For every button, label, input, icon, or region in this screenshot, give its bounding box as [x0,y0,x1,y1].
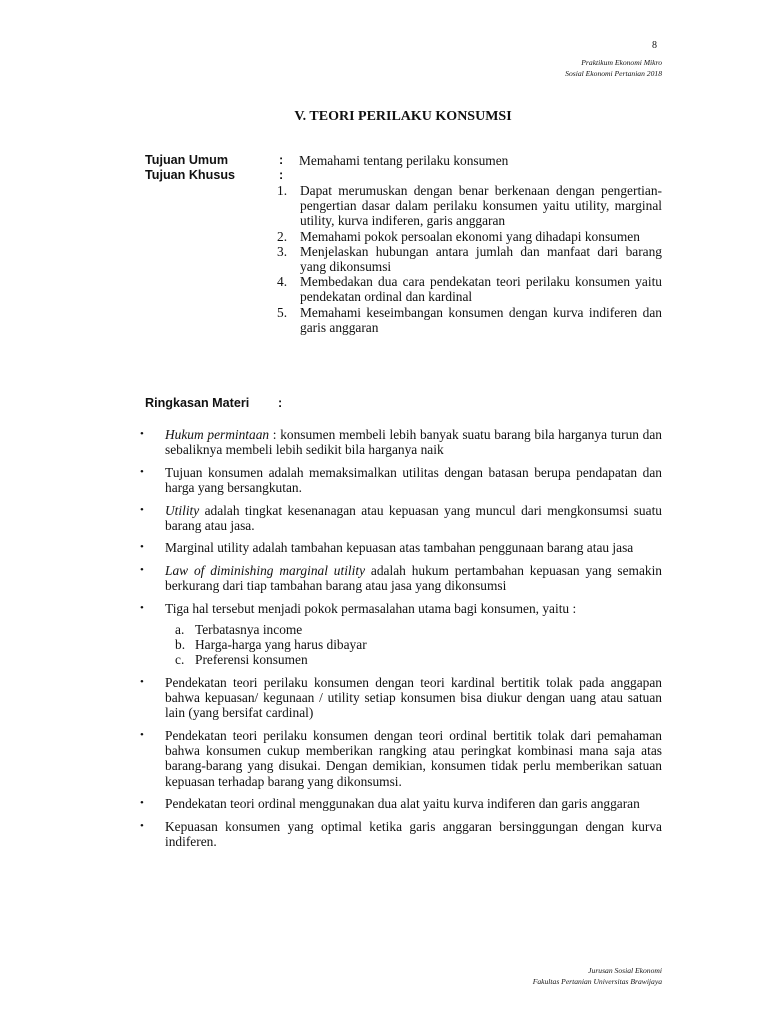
objective-text: Membedakan dua cara pendekatan teori perilaku konsumen yaitu pendekatan ordinal dan kardinal [300,274,662,305]
objective-item [277,229,662,244]
objective-text: Dapat merumuskan dengan benar berkenaan dengan pengertian-pengertian dasar dalam perilaku konsumen yaitu utility, marginal utility, kurva indiferen, garis anggaran [300,183,662,229]
bullet-icon: • [140,563,144,576]
summary-term: Law of diminishing marginal utility [165,562,366,578]
tujuan-umum-text: Memahami tentang perilaku konsumen [299,153,509,168]
summary-item [140,601,662,668]
consumer-problems-list [165,622,662,668]
bullet-icon: • [140,428,144,440]
bullet-icon: • [140,797,144,810]
summary-text: adalah tingkat kesenanagan atau kepuasan yang muncul dari mengkonsumsi suatu barang atau jasa. [165,502,662,533]
consumer-problem-item [175,622,662,637]
objective-number: 4. [277,274,288,290]
consumer-problem-text: Harga-harga yang harus dibayar [195,637,367,653]
consumer-problem-letter: a. [175,621,185,637]
summary-text: Pendekatan teori ordinal menggunakan dua alat yaitu kurva indiferen dan garis anggaran [165,796,640,812]
consumer-problem-text: Preferensi konsumen [195,652,308,668]
summary-term: Utility [165,502,200,518]
objective-item [277,274,662,304]
summary-item [140,728,662,789]
summary-item [140,819,662,849]
objective-number: 1. [277,183,288,198]
summary-text: : konsumen membeli lebih banyak suatu barang bila harganya turun dan sebaliknya membeli lebih sedikit bila harganya naik [165,427,662,458]
summary-text: Pendekatan teori perilaku konsumen dengan teori kardinal bertitik tolak pada anggapan bahwa kepuasan/ kegunaan / utility setiap konsumen bisa diukur dengan uang atau satuan lain (yang bersifat cardinal) [165,674,662,721]
summary-item [140,427,662,457]
bullet-icon: • [140,465,144,478]
summary-item [140,465,662,495]
objectives-list [277,183,662,335]
bullet-icon: • [140,675,144,688]
running-header-department: Sosial Ekonomi Pertanian 2018 [565,69,662,78]
bullet-icon: • [140,819,144,832]
tujuan-khusus-label: Tujuan Khusus [145,168,236,182]
footer-faculty: Fakultas Pertanian Universitas Brawijaya [532,977,662,986]
objective-text: Memahami pokok persoalan ekonomi yang dihadapi konsumen [300,228,640,244]
objective-item [277,183,662,229]
summary-text: Tiga hal tersebut menjadi pokok permasalahan utama bagi konsumen, yaitu : [165,600,577,616]
summary-item [140,503,662,533]
chapter-title: V. TEORI PERILAKU KONSUMSI [294,109,512,124]
running-header-course: Praktikum Ekonomi Mikro [581,58,662,67]
consumer-problem-letter: b. [175,637,186,653]
consumer-problem-text: Terbatasnya income [195,621,303,637]
consumer-problem-item [175,637,662,652]
footer-department: Jurusan Sosial Ekonomi [588,966,662,975]
summary-text: Kepuasan konsumen yang optimal ketika garis anggaran bersinggungan dengan kurva indiferen. [165,818,662,849]
summary-item [140,563,662,593]
consumer-problem-letter: c. [175,652,185,668]
summary-item [140,540,662,555]
summary-term: Hukum permintaan [165,427,270,442]
ringkasan-materi-colon: : [278,396,283,410]
summary-item [140,796,662,811]
bullet-icon: • [140,601,144,614]
bullet-icon: • [140,503,144,516]
bullet-icon: • [140,728,144,741]
consumer-problem-item [175,652,662,667]
summary-text: Marginal utility adalah tambahan kepuasan atas tambahan penggunaan barang atau jasa [165,540,634,556]
tujuan-umum-label: Tujuan Umum [145,153,229,167]
ringkasan-materi-label: Ringkasan Materi [145,396,250,410]
summary-item [140,675,662,721]
summary-text: Tujuan konsumen adalah memaksimalkan utilitas dengan batasan berupa pendapatan dan harga yang bersangkutan. [165,464,662,495]
page-number: 8 [652,40,657,51]
objective-number: 5. [277,304,288,320]
tujuan-umum-colon: : [279,153,284,167]
objective-text: Menjelaskan hubungan antara jumlah dan manfaat dari barang yang dikonsumsi [300,243,662,275]
objective-number: 2. [277,228,288,244]
objective-item [277,244,662,274]
tujuan-khusus-colon: : [279,168,284,182]
objective-text: Memahami keseimbangan konsumen dengan kurva indiferen dan garis anggaran [300,304,662,335]
objective-number: 3. [277,243,288,259]
bullet-icon: • [140,541,144,554]
summary-list [140,427,662,857]
summary-text: adalah hukum pertambahan kepuasan yang semakin berkurang dari tiap tambahan barang atau jasa yang dikonsumsi [165,562,663,594]
objective-item [277,305,662,335]
summary-text: Pendekatan teori perilaku konsumen dengan teori ordinal bertitik tolak dari pemahaman bahwa konsumen cukup memberikan rangking atau peringkat kombinasi mana saja atas barang-barang yang disukai. Dengan demikian, konsumen tidak perlu memberikan satuan kepuasan terhadap barang yang dikonsumsi. [165,727,662,789]
